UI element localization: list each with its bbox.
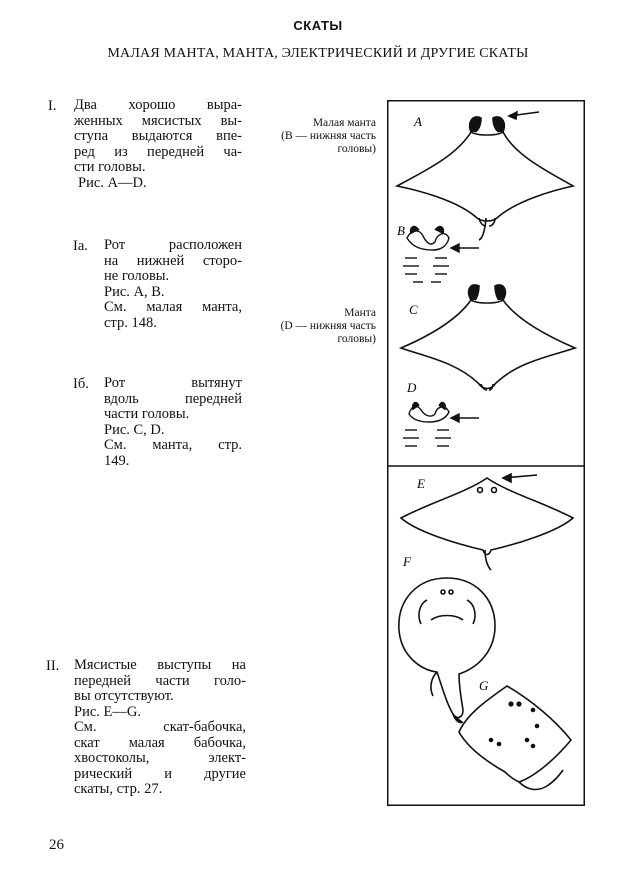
figure-letter-c: C [409,302,418,317]
figure-frame [388,101,585,806]
figure-label-manta [236,307,376,346]
figure-letter-a: A [414,114,422,129]
key-ia-line-6: стр. 148. [104,314,157,331]
figure-g-stingray [459,686,571,789]
figure-letter-b: B [397,223,405,238]
key-i-number: I. [48,98,57,114]
key-ii-line-3: вы отсутствуют. [74,688,174,704]
key-ii-line-9: скаты, стр. 27. [74,781,163,797]
key-i-line-3: ступа выдаются впе- [74,128,242,144]
page-title: СКАТЫ [293,18,343,33]
figure-b-small-manta-head [403,227,479,282]
key-i-line-2: женных мясистых вы- [74,112,242,129]
figure-a-small-manta [397,112,573,240]
key-ib-line-2: вдоль передней [104,390,242,407]
key-ib-line-6: 149. [104,452,130,469]
key-i-line-4: ред из передней ча- [74,143,242,160]
key-ib-number: Iб. [73,376,89,392]
key-i-line-5: сти головы. [74,159,146,175]
figure-label-manta-line-2: (D — нижняя часть [280,320,376,332]
key-ia-line-4: Рис. A, B. [104,283,165,300]
key-i-line-6: Рис. A—D. [78,174,147,191]
page-subtitle: МАЛАЯ МАНТА, МАНТА, ЭЛЕКТРИЧЕСКИЙ И ДРУГИЕ СКАТЫ [107,46,529,61]
key-ib-line-5: См. манта, стр. [104,437,242,453]
key-ii-number: II. [46,658,60,674]
key-ib-line-4: Рис. C, D. [104,421,165,438]
key-ii-line-7: хвостоколы, элект- [74,750,246,766]
figure-f-electric-ray [399,578,495,723]
key-ii-line-6: скат малая бабочка, [74,734,246,751]
key-ib-line-1: Рот вытянут [104,375,242,391]
key-ia-number: Iа. [73,238,88,254]
figure-label-small-manta-line-1: Малая манта [312,117,376,129]
figure-e-butterfly-ray [401,474,573,570]
ray-illustrations [387,100,585,806]
key-ii-line-5: См. скат-бабочка, [74,719,246,735]
figure-label-manta-line-1: Манта [344,307,376,319]
figure-d-manta-head [403,403,479,446]
figure-c-manta [401,285,575,390]
key-ia-line-1: Рот расположен [104,237,242,253]
key-ib-text [104,376,242,469]
figure-letter-e: E [417,476,425,491]
figure-letter-d: D [407,380,417,395]
figure-label-manta-line-3: головы) [337,333,376,345]
key-ii-line-8: рический и другие [74,765,246,782]
figure-letter-g: G [479,678,489,693]
figure-label-small-manta-line-2: (B — нижняя часть [281,130,376,142]
key-ia-text [104,238,242,331]
page-number: 26 [49,837,64,853]
figure-label-small-manta [236,117,376,156]
key-ii-line-4: Рис. E—G. [74,703,141,720]
figure-letter-f: F [403,554,411,569]
key-ii-line-2: передней части голо- [74,672,246,689]
key-i-text [74,98,242,191]
key-ii-line-1: Мясистые выступы на [74,657,246,673]
key-ii-text [74,658,246,798]
key-ia-line-2: на нижней сторо- [104,252,242,269]
key-ia-line-5: См. малая манта, [104,299,242,315]
key-i-line-1: Два хорошо выра- [74,97,242,113]
figure-label-small-manta-line-3: головы) [337,143,376,155]
key-ia-line-3: не головы. [104,268,170,284]
key-ib-line-3: части головы. [104,406,190,422]
